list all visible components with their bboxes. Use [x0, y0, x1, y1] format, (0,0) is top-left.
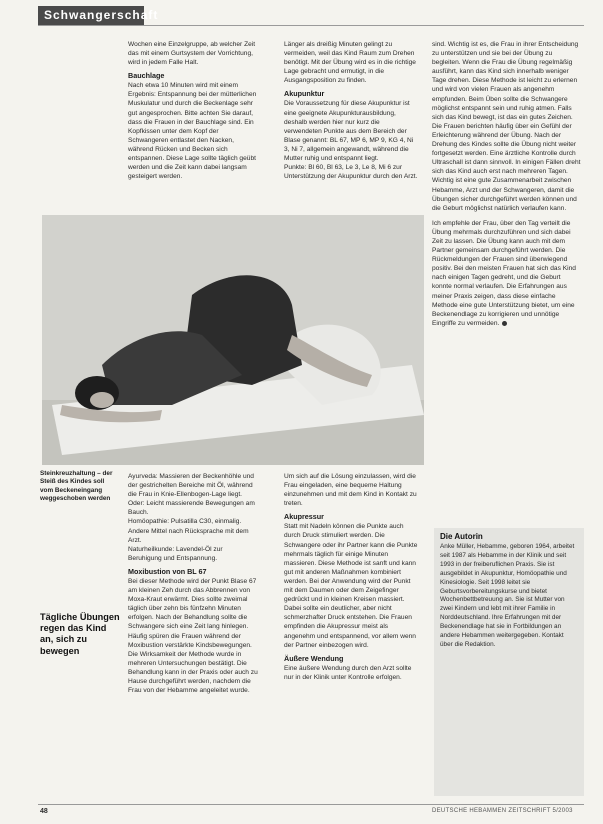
heading-bauchlage: Bauchlage — [128, 71, 165, 81]
paragraph: Homöopathie: Pulsatilla C30, einmalig. Andere Mittel nach Rücksprache mit dem Arzt. — [128, 518, 249, 544]
author-box-title: Die Autorin — [440, 532, 483, 541]
paragraph: Bei dieser Methode wird der Punkt Blase 67 am kleinen Zeh durch das Abbrennen von Moxa-Kraut erwärmt. Dies sollte zweimal täglich über zehn bis fünfzehn Minuten erfolgen. Nach der Behandlung sollte die Schwangere sich eine Zeit lang hinlegen. Häufig spüren die Frauen während der Moxibustion verstärkte Kindsbewegungen. Die Wirksamkeit der Methode wurde in mehreren Untersuchungen bestätigt. Die Behandlung kann in der Praxis oder auch zu Hause durchgeführt werden, nachdem die Frau von der Hebamme angeleitet wurde. — [128, 577, 258, 695]
paragraph: Naturheilkunde: Lavendel-Öl zur Beruhigung und Entspannung. — [128, 545, 223, 562]
header-rule — [38, 25, 584, 26]
photo-caption: Steinkreuzhaltung – der Steiß des Kindes soll vom Beckeneingang weggeschoben werden — [40, 470, 113, 503]
author-box — [434, 528, 584, 796]
paragraph: Ayurveda: Massieren der Beckenhöhle und der gestrichelten Bereiche mit Öl, während die Frau in Knie-Ellenbogen-Lage liegt. Oder: Leicht massierende Bewegungen am Bauch. — [128, 473, 255, 517]
column-2-top — [284, 40, 418, 181]
heading-akupunktur: Akupunktur — [284, 89, 325, 99]
author-box-text: Anke Müller, Hebamme, geboren 1964, arbeitet seit 1987 als Hebamme in der Klinik und seit 1993 in der freiberuflichen Praxis. Sie ist ausgebildet in Akupunktur, Homöopathie und Kinesiologie. Seit 1998 leitet sie Geburtsvorbereitungskurse und bietet Wochenbettbetreuung an. Sie ist Mutter von zwei Kindern und lebt mit ihrer Familie in Norddeutschland. Ihre Erfahrungen mit der Beckenendlage hat sie in Fortbildungen an andere Hebammen weitergegeben. Kontakt über die Redaktion. — [440, 543, 575, 648]
paragraph: Länger als dreißig Minuten gelingt zu vermeiden, weil das Kind Raum zum Drehen benötigt. Mit der Übung wird es in die richtige Lage gebracht und ermutigt, in die Ausgangsposition zu finden. — [284, 41, 416, 85]
exercise-photo — [42, 215, 424, 465]
column-1-top — [128, 40, 258, 181]
column-3 — [432, 40, 582, 328]
section-title: Schwangerschaft — [38, 6, 144, 25]
paragraph: sind. Wichtig ist es, die Frau in ihrer Entscheidung zu unterstützen und sie bei der Übung zu begleiten. Wenn die Frau die Übung regelmäßig ausführt, kann das Kind sich innerhalb weniger Tage drehen. Diese Methode ist leicht zu erlernen und wird von vielen Frauen als angenehm empfunden. Beim Üben sollte die Schwangere möglichst entspannt sein und ruhig atmen. Falls sich das Kind bewegt, ist das ein gutes Zeichen. Die Frauen berichten häufig über ein Gefühl der Erleichterung während der Übung. Nach der Drehung des Kindes sollte die Übung nicht weiter fortgesetzt werden. Eine ärztliche Kontrolle durch Ultraschall ist dann sinnvoll. In einigen Fällen dreht sich das Kind auch erst nach mehreren Tagen. Wichtig ist eine gute Zusammenarbeit zwischen Hebamme, Arzt und der Schwangeren, damit die Übungen sicher durchgeführt werden können und die Geburt möglichst natürlich verlaufen kann. — [432, 41, 581, 212]
column-1-bottom — [128, 472, 258, 695]
end-mark-icon — [502, 321, 507, 326]
paragraph: Ich empfehle der Frau, über den Tag verteilt die Übung mehrmals durchzuführen und sich dabei Zeit zu lassen. Die Übung kann auch mit dem Partner gemeinsam durchgeführt werden. Die Rückmeldungen der Frauen sind überwiegend positiv. Bei den meisten Frauen hat sich das Kind nach einigen Tagen gedreht, und die Geburt konnte normal verlaufen. Die Erfahrungen aus meiner Praxis zeigen, dass diese einfache Methode eine gute Unterstützung bietet, um eine Beckenendlage zu korrigieren und unnötige Eingriffe zu vermeiden. — [432, 219, 576, 327]
column-2-bottom — [284, 472, 418, 682]
paragraph: Statt mit Nadeln können die Punkte auch durch Druck stimuliert werden. Die Schwangere oder ihr Partner kann die Punkte mehrmals täglich für einige Minuten massieren. Diese Methode ist sanft und kann gut mit anderen Maßnahmen kombiniert werden. Bei der Anwendung wird der Punkt mit dem Daumen oder dem Zeigefinger gedrückt und in kleinen Kreisen massiert. Dabei sollte ein deutlicher, aber nicht schmerzhafter Druck entstehen. Die Frauen empfinden die Akupressur meist als angenehm und entspannend, vor allem wenn der Partner einbezogen wird. — [284, 523, 418, 649]
heading-akupressur: Akupressur — [284, 512, 324, 522]
paragraph: Punkte: Bl 60, Bl 63, Le 3, Le 8, Mi 6 zur Unterstützung der Akupunktur durch den Arzt. — [284, 164, 418, 181]
footer-rule — [38, 804, 584, 805]
paragraph: Eine äußere Wendung durch den Arzt sollte nur in der Klinik unter Kontrolle erfolgen. — [284, 664, 412, 681]
paragraph: Die Voraussetzung für diese Akupunktur ist eine geeignete Akupunkturausbildung, deshalb werden hier nur kurz die verwendeten Punkte aus dem Bereich der Blase genannt: BL 67, MP 6, MP 9, KG 4, Ni 3, Ni 7, allgemein angewandt, während die Mutter ruhig und entspannt liegt. — [284, 100, 414, 163]
paragraph: Wochen eine Einzelgruppe, ab welcher Zeit das mit einem Gurtsystem der Vorrichtung, wird in jedem Falle Halt. — [128, 41, 256, 67]
paragraph: Um sich auf die Lösung einzulassen, wird die Frau eingeladen, eine bequeme Haltung einzunehmen und mit dem Kind in Kontakt zu treten. — [284, 473, 417, 508]
page-number: 48 — [40, 808, 48, 815]
magazine-footer: DEUTSCHE HEBAMMEN ZEITSCHRIFT 5/2003 — [432, 808, 573, 814]
paragraph: Nach etwa 10 Minuten wird mit einem Ergebnis: Entspannung bei der mütterlichen Muskulatur und durch die Beckenlage sehr gut angesprochen. Bitte achten Sie darauf, dass die Frauen in der Bauchlage sind. Ein Kopfkissen unter dem Kopf der Schwangeren entlastet den Nacken, während Rücken und Becken sich entspannen. Diese Lage sollte täglich geübt werden und die Zeit kann dabei langsam gesteigert werden. — [128, 82, 257, 181]
heading-aeussere-wendung: Äußere Wendung — [284, 653, 344, 663]
heading-moxibustion: Moxibustion von BL 67 — [128, 566, 207, 576]
pull-quote: Tägliche Übungen regen das Kind an, sich zu bewegen — [40, 612, 120, 656]
